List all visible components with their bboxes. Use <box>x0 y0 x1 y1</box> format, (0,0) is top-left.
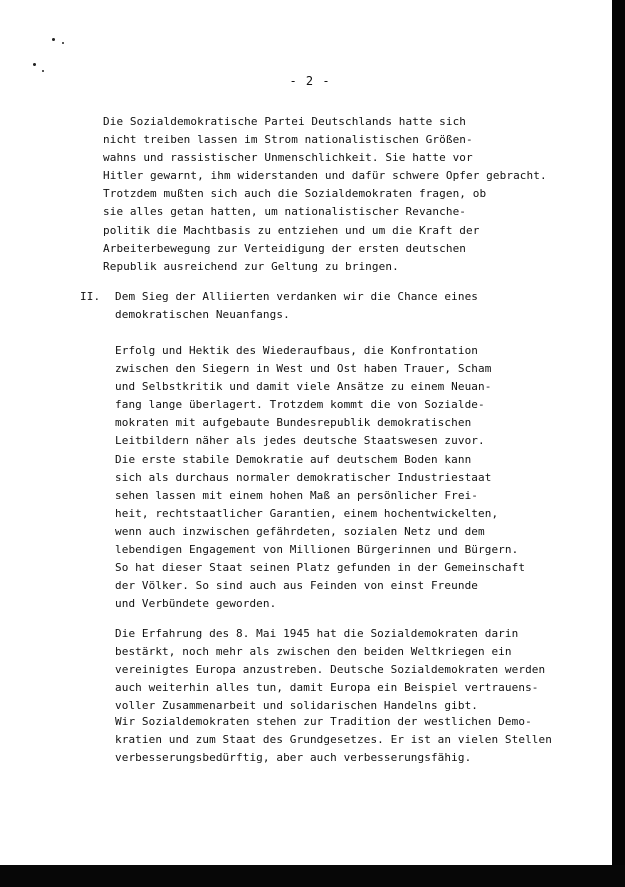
text-line: Leitbildern näher als jedes deutsche Staatswesen zuvor. <box>115 434 485 448</box>
paragraph-5 <box>115 713 552 767</box>
text-line: zwischen den Siegern in West und Ost haben Trauer, Scham <box>115 362 492 376</box>
page-number: - 2 - <box>289 74 331 88</box>
text-line: demokratischen Neuanfangs. <box>115 308 290 322</box>
text-line: politik die Machtbasis zu entziehen und um die Kraft der <box>103 223 480 237</box>
text-line: Die Sozialdemokratische Partei Deutschlands hatte sich <box>103 115 467 128</box>
paragraph-1 <box>103 113 547 276</box>
text-line: und Selbstkritik und damit viele Ansätze zu einem Neuan- <box>115 380 492 394</box>
text-line: lebendigen Engagement von Millionen Bürgerinnen und Bürgern. <box>115 543 519 557</box>
text-line: der Völker. So sind auch aus Feinden von einst Freunde <box>115 579 479 593</box>
text-line: Trotzdem mußten sich auch die Sozialdemokraten fragen, ob <box>103 187 487 201</box>
text-line: mokraten mit aufgebaute Bundesrepublik demokratischen <box>115 416 472 430</box>
text-line: Erfolg und Hektik des Wiederaufbaus, die Konfrontation <box>115 344 479 357</box>
section-number: II. <box>80 290 101 303</box>
scan-speck <box>42 70 44 72</box>
text-line: wenn auch inzwischen gefährdeten, sozialen Netz und dem <box>115 524 485 538</box>
text-line: auch weiterhin alles tun, damit Europa ein Beispiel vertrauens- <box>115 681 539 695</box>
scan-speck <box>52 38 55 41</box>
text-line: So hat dieser Staat seinen Platz gefunden in der Gemeinschaft <box>115 561 526 575</box>
paragraph-4 <box>115 625 545 715</box>
text-line: sehen lassen mit einem hohen Maß an persönlicher Frei- <box>115 488 479 502</box>
text-line: und Verbündete geworden. <box>115 597 277 611</box>
text-line: Dem Sieg der Alliierten verdanken wir die Chance eines <box>115 290 479 303</box>
text-line: heit, rechtstaatlicher Garantien, einem hochentwickelten, <box>115 506 499 520</box>
text-line: sich als durchaus normaler demokratischer Industriestaat <box>115 470 492 484</box>
scan-edge-bottom <box>0 865 625 887</box>
text-line: Republik ausreichend zur Geltung zu bringen. <box>103 259 399 273</box>
text-line: wahns und rassistischer Unmenschlichkeit. Sie hatte vor <box>103 151 473 165</box>
text-line: verbesserungsbedürftig, aber auch verbesserungsfähig. <box>115 751 472 765</box>
scan-speck <box>62 42 64 44</box>
text-line: fang lange überlagert. Trotzdem kommt die von Sozialde- <box>115 398 485 412</box>
text-line: bestärkt, noch mehr als zwischen den beiden Weltkriegen ein <box>115 645 512 659</box>
text-line: voller Zusammenarbeit und solidarischen Handelns gibt. <box>115 699 479 713</box>
text-line: Arbeiterbewegung zur Verteidigung der ersten deutschen <box>103 241 467 255</box>
text-line: Die erste stabile Demokratie auf deutschem Boden kann <box>115 452 472 466</box>
scan-edge-right <box>612 0 625 887</box>
text-line: Die Erfahrung des 8. Mai 1945 hat die Sozialdemokraten darin <box>115 627 519 640</box>
text-line: sie alles getan hatten, um nationalistischer Revanche- <box>103 205 467 219</box>
scan-speck <box>33 63 36 66</box>
text-line: vereinigtes Europa anzustreben. Deutsche Sozialdemokraten werden <box>115 663 546 677</box>
text-line: Wir Sozialdemokraten stehen zur Tradition der westlichen Demo- <box>115 715 532 728</box>
paragraph-2 <box>115 288 478 324</box>
text-line: kratien und zum Staat des Grundgesetzes. Er ist an vielen Stellen <box>115 733 552 747</box>
text-line: nicht treiben lassen im Strom nationalistischen Größen- <box>103 133 473 147</box>
text-line: Hitler gewarnt, ihm widerstanden und dafür schwere Opfer gebracht. <box>103 169 547 183</box>
paragraph-3 <box>115 342 525 613</box>
